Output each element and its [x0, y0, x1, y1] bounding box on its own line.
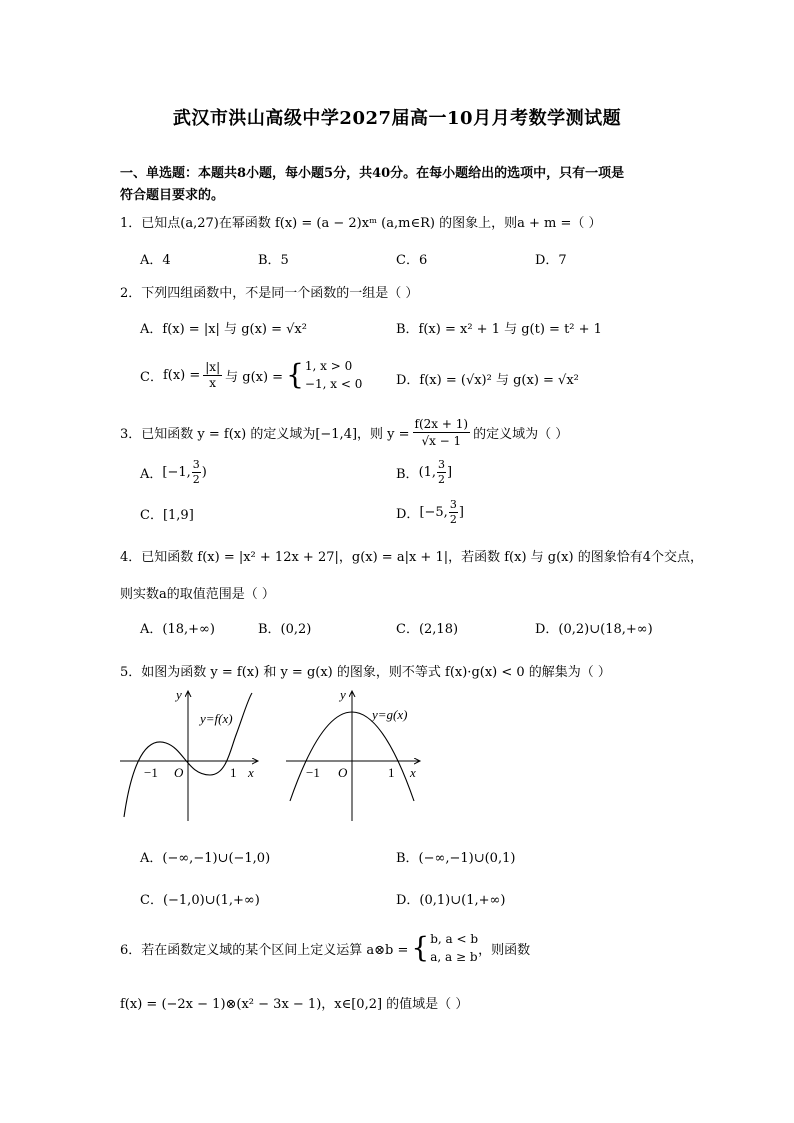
q3-option-d — [396, 495, 464, 529]
q3-stem-a: 3．已知函数 y = f(x) 的定义域为[−1,4]，则 y = — [120, 426, 410, 442]
q3-b-pre: (1, — [418, 464, 437, 480]
q6-case1: b, a < b — [430, 932, 479, 946]
q1-option-d: D．7 — [535, 253, 567, 268]
q3-option-c: C．[1,9] — [140, 508, 194, 523]
graph-f-label: y=f(x) — [200, 711, 233, 726]
q5-option-b: B．(−∞,−1)∪(0,1) — [396, 851, 516, 866]
q3-a-label: A． — [140, 466, 163, 482]
q3-stem — [120, 413, 568, 451]
q2-c-numerator: |x| — [205, 359, 221, 374]
page-title: 武汉市洪山高级中学2027届高一10月月考数学测试题 — [172, 108, 622, 129]
q2-c-case1: 1, x > 0 — [304, 359, 353, 373]
q3-numerator: f(2x + 1) — [414, 416, 469, 431]
q3-denominator: √x − 1 — [421, 433, 462, 448]
graph-g-label: y=g(x) — [372, 707, 408, 722]
q3-d-suf: ] — [458, 504, 464, 520]
q2-c-f: f(x) = — [162, 367, 201, 383]
q2-option-d: D．f(x) = (√x)² 与 g(x) = √x² — [396, 373, 579, 388]
q6-stem-a: 6．若在函数定义域的某个区间上定义运算 a⊗b = — [120, 942, 409, 958]
q6-cases — [430, 930, 478, 966]
q3-b-num: 3 — [438, 457, 446, 471]
graph-f-y-label: y — [176, 687, 182, 702]
graph-g-tick-neg1: −1 — [306, 765, 320, 780]
q3-d-pre: [−5, — [419, 504, 448, 520]
graph-g — [282, 685, 432, 825]
q1-option-a: A．4 — [140, 253, 171, 268]
q2-c-label: C． — [140, 369, 163, 385]
graph-f-tick-1: 1 — [230, 765, 237, 780]
q3-a-den: 2 — [192, 472, 200, 486]
q3-d-num: 3 — [449, 497, 457, 511]
graph-f-tick-neg1: −1 — [144, 765, 158, 780]
q2-c-denominator: x — [209, 375, 217, 390]
graph-g-y-label: y — [340, 687, 346, 702]
q2-c-cases — [305, 357, 362, 393]
q2-c-fraction — [203, 360, 222, 391]
q2-c-mid: 与 g(x) = — [225, 369, 284, 385]
graph-g-tick-1: 1 — [388, 765, 395, 780]
q6-stem-line2: f(x) = (−2x − 1)⊗(x² − 3x − 1)，x∈[0,2] 的值域是（ ） — [120, 997, 469, 1012]
q3-a-fraction — [192, 458, 201, 487]
graph-f-x-label: x — [248, 765, 254, 780]
q1-option-c: C．6 — [396, 253, 428, 268]
q6-case2: a, a ≥ b — [430, 950, 478, 964]
q4-stem-line1: 4．已知函数 f(x) = |x² + 12x + 27|，g(x) = a|x + 1|，若函数 f(x) 与 g(x) 的图象恰有4个交点， — [120, 550, 703, 565]
q3-b-label: B． — [396, 466, 419, 482]
q4-option-b: B．(0,2) — [258, 622, 312, 637]
q4-option-d: D．(0,2)∪(18,+∞) — [535, 622, 653, 637]
section-heading-line1: 一、单选题：本题共8小题，每小题5分，共40分。在每小题给出的选项中，只有一项是 — [120, 166, 625, 181]
graph-g-origin: O — [338, 765, 348, 780]
q3-a-num: 3 — [192, 457, 200, 471]
q3-stem-b: 的定义域为（ ） — [473, 426, 569, 442]
q2-c-case2: −1, x < 0 — [304, 377, 363, 391]
q2-c-brace: { — [286, 358, 304, 391]
q3-option-b — [396, 455, 452, 489]
q4-option-a: A．(18,+∞) — [140, 622, 215, 637]
q3-fraction — [413, 416, 471, 449]
q1-stem: 1．已知点(a,27)在幂函数 f(x) = (a − 2)xᵐ (a,m∈R) 的图象上，则a + m =（ ） — [120, 216, 602, 231]
q5-option-c: C．(−1,0)∪(1,+∞) — [140, 893, 260, 908]
q3-a-pre: [−1, — [162, 464, 191, 480]
q3-d-label: D． — [396, 506, 420, 522]
q6-stem-b: ，则函数 — [478, 942, 531, 958]
q2-stem: 2．下列四组函数中，不是同一个函数的一组是（ ） — [120, 286, 419, 301]
q5-option-a: A．(−∞,−1)∪(−1,0) — [140, 851, 271, 866]
q5-option-d: D．(0,1)∪(1,+∞) — [396, 893, 506, 908]
q2-option-a: A．f(x) = |x| 与 g(x) = √x² — [140, 322, 307, 337]
q3-b-suf: ] — [447, 464, 453, 480]
q3-b-fraction — [437, 458, 446, 487]
graph-f — [116, 685, 266, 825]
q2-option-b: B．f(x) = x² + 1 与 g(t) = t² + 1 — [396, 322, 602, 337]
q6-brace: { — [411, 931, 430, 964]
q5-stem: 5．如图为函数 y = f(x) 和 y = g(x) 的图象，则不等式 f(x)·g(x) < 0 的解集为（ ） — [120, 665, 611, 680]
graph-g-x-label: x — [410, 765, 416, 780]
q3-d-den: 2 — [449, 512, 457, 526]
q4-stem-line2: 则实数a的取值范围是（ ） — [120, 587, 275, 602]
q3-option-a — [140, 455, 207, 489]
q3-a-suf: ) — [201, 464, 207, 480]
q1-option-b: B．5 — [258, 253, 289, 268]
graph-f-origin: O — [174, 765, 184, 780]
q3-d-fraction — [449, 498, 458, 527]
q4-option-c: C．(2,18) — [396, 622, 459, 637]
q2-option-c — [140, 355, 362, 395]
q6-stem — [120, 928, 530, 968]
section-heading-line2: 符合题目要求的。 — [120, 188, 225, 203]
q3-b-den: 2 — [438, 472, 446, 486]
